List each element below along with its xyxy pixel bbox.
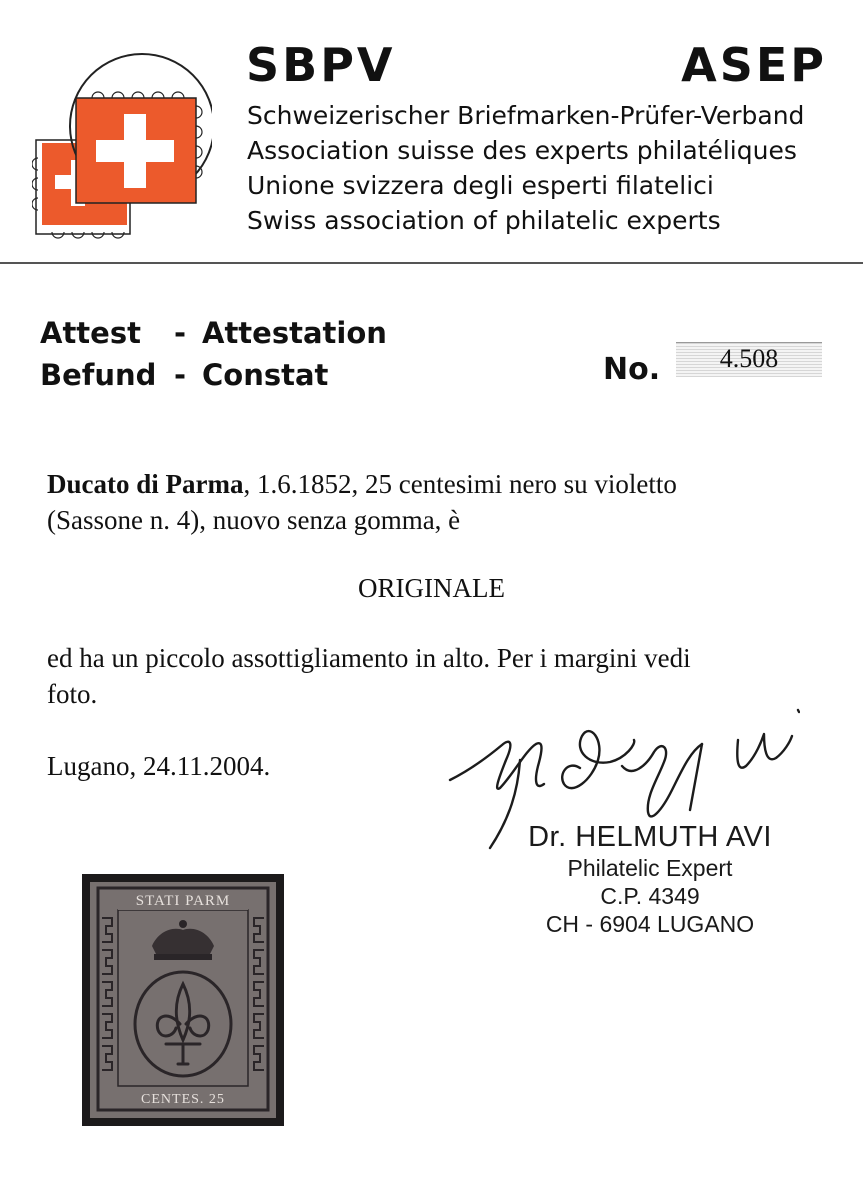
- verdict: ORIGINALE: [358, 573, 505, 603]
- certificate-number-value: 4.508: [719, 344, 779, 373]
- title-dash-2: -: [173, 358, 187, 392]
- title-attest: Attest: [40, 316, 141, 350]
- remark-line-2: foto.: [47, 679, 98, 709]
- stamp-top-inscription: STATI PARM: [135, 893, 231, 909]
- expert-po-box: C.P. 4349: [600, 883, 700, 909]
- title-row-2: [40, 354, 387, 396]
- org-acronym-french: ASEP: [681, 38, 827, 92]
- org-names: [247, 98, 804, 238]
- title-constat: Constat: [202, 358, 329, 392]
- expert-stamp: [500, 820, 800, 938]
- expert-name: Dr. HELMUTH AVI: [528, 821, 772, 853]
- org-name-de: Schweizerischer Briefmarken-Prüfer-Verband: [247, 101, 805, 130]
- title-dash-1: -: [173, 316, 187, 350]
- org-acronym-german: SBPV: [246, 38, 396, 92]
- expert-address: CH - 6904 LUGANO: [545, 911, 755, 937]
- expert-title: Philatelic Expert: [567, 855, 733, 881]
- org-name-en: Swiss association of philatelic experts: [247, 206, 721, 235]
- title-row-1: [40, 312, 387, 354]
- stamp-catalogue: (Sassone n. 4), nuovo senza gomma, è: [47, 505, 461, 535]
- org-name-it: Unione svizzera degli esperti filatelici: [247, 171, 714, 200]
- header-divider: [0, 262, 863, 264]
- stamp-issuer: Ducato di Parma: [47, 469, 244, 499]
- stamp-bottom-inscription: CENTES. 25: [141, 1092, 225, 1107]
- title-befund: Befund: [40, 358, 157, 392]
- stamp-photo: [82, 874, 284, 1126]
- stamp-description: [47, 466, 837, 538]
- stamp-details: , 1.6.1852, 25 centesimi nero su violetto: [243, 469, 677, 499]
- certificate-number-label: No.: [603, 352, 661, 387]
- org-name-fr: Association suisse des experts philatéliques: [247, 136, 797, 165]
- remark-line-1: ed ha un piccolo assottigliamento in alto. Per i margini vedi: [47, 643, 691, 673]
- certificate-titles: [40, 312, 387, 396]
- place-date: Lugano, 24.11.2004.: [47, 751, 271, 781]
- swiss-cross-stamp-logo-icon: [32, 48, 212, 248]
- title-attestation: Attestation: [202, 316, 387, 350]
